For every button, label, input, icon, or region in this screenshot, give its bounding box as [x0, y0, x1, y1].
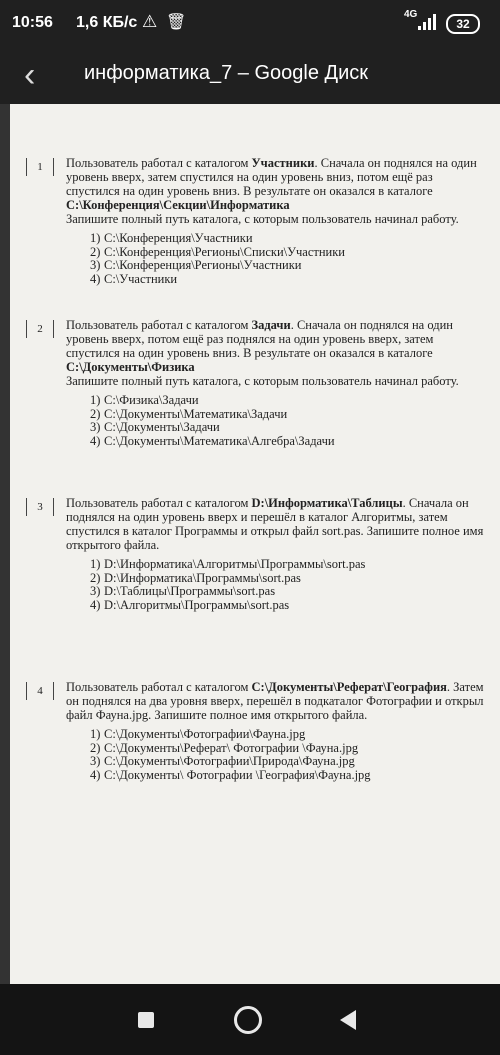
question-3 — [26, 496, 486, 612]
answer-option: 4) С:\Документы\Математика\Алгебра\Задачи — [90, 433, 335, 448]
question-number: 1 — [26, 158, 54, 176]
answer-option: 1) С:\Конференция\Участники — [90, 231, 253, 245]
answer-option: 3) С:\Конференция\Регионы\Участники — [90, 258, 302, 272]
answer-options — [66, 232, 486, 286]
document-title: информатика_7 – Google Диск — [84, 62, 368, 84]
document-viewer[interactable] — [0, 104, 500, 984]
question-text: Пользователь работал с каталогом D:\Информатика\Таблицы. Сначала он поднялся на один уровень вверх и перешёл в каталог Алгоритмы, затем спустился в каталог Программы и открыл файл sort.pas. Запишите полное имя открытого файла. 1) D:\Информатика\Алгоритмы\Программы\sort.pas 2) D:\Информатика\Программы\sort.pas 3) D:\Таблицы\Программы\sort.pas 4) D:\Алгоритмы\Программы\sort.pas — [66, 496, 486, 612]
back-button[interactable] — [340, 1010, 356, 1030]
answer-options — [66, 394, 486, 448]
question-1 — [26, 156, 486, 286]
network-type: 4G — [404, 9, 418, 20]
trash-icon: 🗑 — [166, 14, 187, 31]
question-4 — [26, 680, 486, 782]
answer-option: 4) С:\Документы\ Фотографии \География\Фауна.jpg — [90, 767, 371, 782]
question-text: Пользователь работал с каталогом Задачи. Сначала он поднялся на один уровень вверх, потом ещё раз поднялся на один уровень вверх, затем спустился на один уровень вниз. В результате он оказался в каталоге С:\Документы\Физика Запишите полный путь каталога, с которым пользователь начинал работу. 1) С:\Физика\Задачи 2) С:\Документы\Математика\Задачи 3) С:\Документы\Задачи 4) С:\Документы\Математика\Алгебра\Задачи — [66, 318, 486, 448]
app-bar — [0, 48, 500, 104]
battery-icon: 32 — [446, 14, 480, 34]
answer-option: 4) С:\Участники — [90, 271, 178, 286]
recents-button[interactable] — [138, 1012, 154, 1028]
status-time: 10:56 — [12, 14, 53, 31]
answer-options — [66, 558, 486, 612]
answer-option: 3) С:\Документы\Задачи — [90, 420, 220, 434]
home-button[interactable] — [234, 1006, 262, 1034]
answer-option: 4) D:\Алгоритмы\Программы\sort.pas — [90, 597, 290, 612]
question-text: Пользователь работал с каталогом С:\Документы\Реферат\География. Затем он поднялся на два уровня вверх, перешёл в подкаталог Фотографии и открыл файл Фауна.jpg. Запишите полное имя открытого файла. 1) С:\Документы\Фотографии\Фауна.jpg 2) С:\Документы\Реферат\ Фотографии \Фауна.jpg 3) С:\Документы\Фотографии\Природа\Фауна.jpg 4) С:\Документы\ Фотографии \География\Фауна.jpg — [66, 680, 486, 782]
answer-options — [66, 728, 486, 782]
answer-option: 3) D:\Таблицы\Программы\sort.pas — [90, 584, 276, 598]
answer-option: 3) С:\Документы\Фотографии\Природа\Фауна.jpg — [90, 754, 355, 768]
document-page — [10, 104, 500, 984]
answer-option: 1) С:\Физика\Задачи — [90, 393, 199, 407]
answer-option: 1) С:\Документы\Фотографии\Фауна.jpg — [90, 727, 306, 741]
signal-icon — [418, 14, 440, 30]
answer-option: 2) D:\Информатика\Программы\sort.pas — [90, 570, 301, 585]
question-number: 4 — [26, 682, 54, 700]
question-number: 2 — [26, 320, 54, 338]
status-speed: 1,6 КБ/с — [76, 14, 138, 31]
question-text: Пользователь работал с каталогом Участники. Сначала он поднялся на один уровень вверх, затем спустился на один уровень вниз, потом ещё раз спустился на один уровень вниз. В результате он оказался в каталоге С:\Конференция\Секции\Информатика Запишите полный путь каталога, с которым пользователь начинал работу. 1) С:\Конференция\Участники 2) С:\Конференция\Регионы\Списки\Участники 3) С:\Конференция\Регионы\Участники 4) С:\Участники — [66, 156, 486, 286]
warning-icon: ⚠ — [142, 12, 158, 31]
answer-option: 2) С:\Конференция\Регионы\Списки\Участники — [90, 244, 345, 259]
answer-option: 2) С:\Документы\Математика\Задачи — [90, 406, 288, 421]
system-nav-bar — [0, 984, 500, 1055]
answer-option: 2) С:\Документы\Реферат\ Фотографии \Фауна.jpg — [90, 740, 359, 755]
status-bar — [0, 0, 500, 48]
answer-option: 1) D:\Информатика\Алгоритмы\Программы\sort.pas — [90, 557, 366, 571]
question-2 — [26, 318, 486, 448]
question-number: 3 — [26, 498, 54, 516]
back-arrow-icon[interactable]: ‹ — [24, 56, 36, 94]
